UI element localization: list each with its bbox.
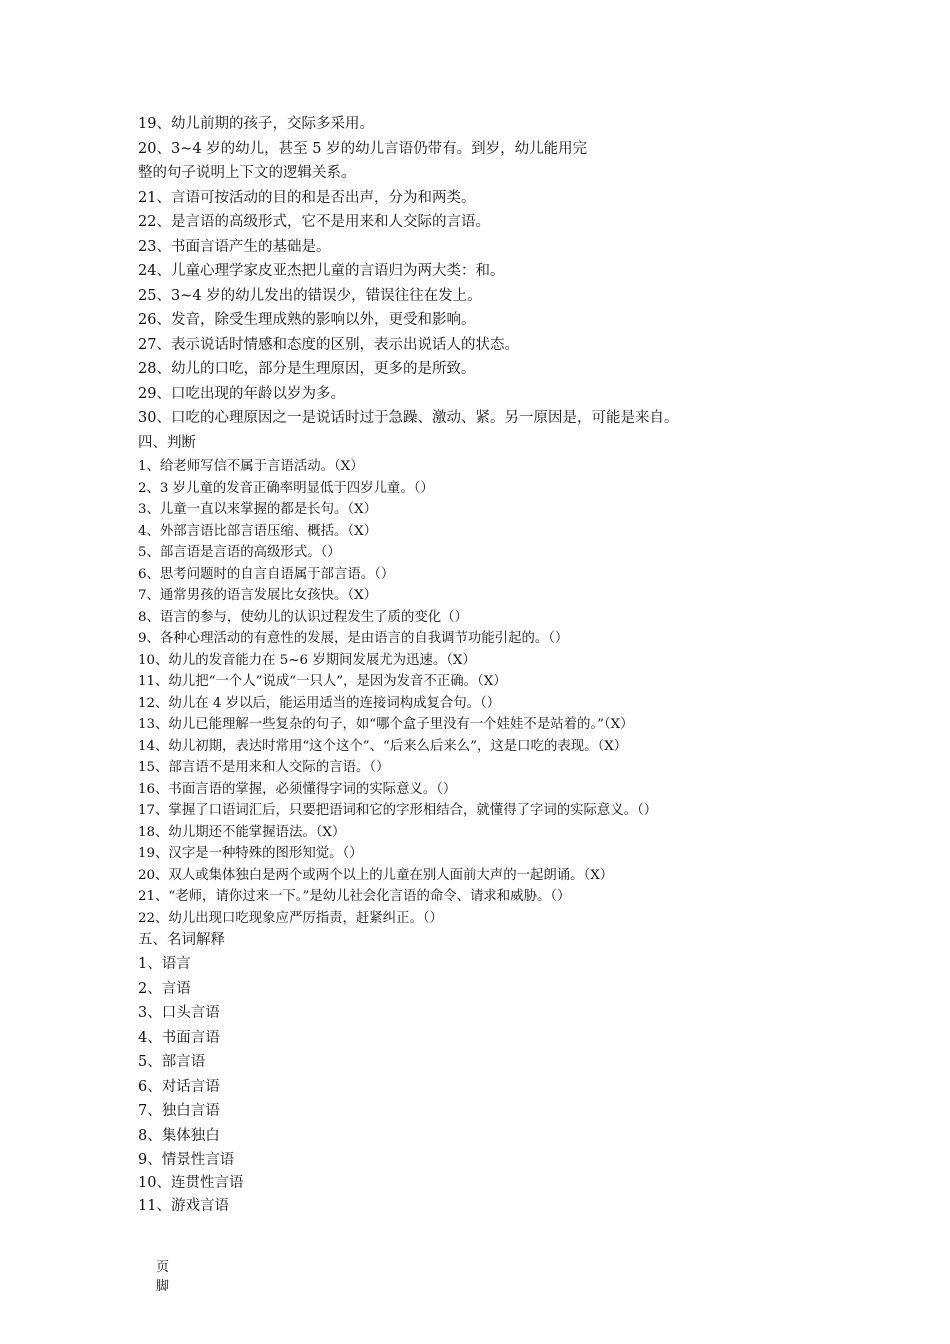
fill-in-item: 30、口吃的心理原因之一是说话时过于急躁、激动、紧。另一原因是，可能是来自。 (138, 410, 679, 426)
fill-in-item: 28、幼儿的口吃，部分是生理原因，更多的是所致。 (138, 361, 476, 377)
judgment-item: 20、双人或集体独白是两个或两个以上的儿童在别人面前大声的一起朗诵。（X） (138, 868, 614, 883)
page-footer (156, 1258, 172, 1296)
fill-in-item: 19、幼儿前期的孩子，交际多采用。 (138, 116, 374, 132)
judgment-item: 1、给老师写信不属于言语活动。（X） (138, 459, 364, 474)
judgment-item: 18、幼儿期还不能掌握语法。（X） (138, 825, 346, 840)
judgment-item: 8、语言的参与，使幼儿的认识过程发生了质的变化（） (138, 610, 468, 625)
term-item: 8、集体独白 (138, 1128, 220, 1144)
fill-in-item: 21、言语可按活动的目的和是否出声，分为和两类。 (138, 190, 476, 206)
judgment-item: 4、外部言语比部言语压缩、概括。（X） (138, 524, 377, 539)
fill-in-item: 25、3~4 岁的幼儿发出的错误少，错误往往在发上。 (138, 288, 482, 304)
judgment-item: 11、幼儿把“一个人”说成“一只人”，是因为发音不正确。（X） (138, 674, 507, 689)
section-heading-judgment: 四、判断 (138, 435, 196, 451)
term-item: 4、书面言语 (138, 1030, 220, 1046)
fill-in-item: 22、是言语的高级形式，它不是用来和人交际的言语。 (138, 214, 490, 230)
judgment-item: 2、3 岁儿童的发音正确率明显低于四岁儿童。（） (138, 481, 434, 496)
term-item: 5、部言语 (138, 1054, 206, 1070)
judgment-item: 16、书面言语的掌握，必须懂得字词的实际意义。（） (138, 782, 457, 797)
judgment-item: 13、幼儿已能理解一些复杂的句子，如“哪个盒子里没有一个娃娃不是站着的。”（X） (138, 717, 634, 732)
judgment-item: 21、“老师，请你过来一下。”是幼儿社会化言语的命令、请求和威胁。（） (138, 889, 571, 904)
fill-in-item: 26、发音，除受生理成熟的影响以外，更受和影响。 (138, 312, 476, 328)
term-item: 3、口头言语 (138, 1005, 220, 1021)
judgment-item: 3、儿童一直以来掌握的都是长句。（X） (138, 502, 377, 517)
fill-in-item: 20、3~4 岁的幼儿，甚至 5 岁的幼儿言语仍带有。到岁，幼儿能用完 (138, 141, 588, 157)
footer-char: 脚 (156, 1279, 170, 1294)
judgment-item: 7、通常男孩的语言发展比女孩快。（X） (138, 588, 377, 603)
term-item: 6、对话言语 (138, 1079, 220, 1095)
judgment-item: 6、思考问题时的自言自语属于部言语。（） (138, 567, 395, 582)
term-item: 1、语言 (138, 956, 191, 972)
fill-in-item: 29、口吃出现的年龄以岁为多。 (138, 386, 345, 402)
fill-in-item: 27、表示说话时情感和态度的区别，表示出说话人的状态。 (138, 337, 519, 353)
term-item: 10、连贯性言语 (138, 1175, 244, 1191)
term-item: 11、游戏言语 (138, 1198, 229, 1214)
judgment-item: 14、幼儿初期，表达时常用“这个这个”、“后来么后来么”，这是口吃的表现。（X） (138, 739, 628, 754)
judgment-item: 22、幼儿出现口吃现象应严厉指责，赶紧纠正。（） (138, 911, 443, 926)
judgment-item: 9、各种心理活动的有意性的发展，是由语言的自我调节功能引起的。（） (138, 631, 569, 646)
section-heading-terms: 五、名词解释 (138, 932, 225, 948)
fill-in-item-continuation: 整的句子说明上下文的逻辑关系。 (138, 165, 356, 181)
fill-in-item: 23、书面言语产生的基础是。 (138, 239, 331, 255)
term-item: 9、情景性言语 (138, 1152, 235, 1168)
judgment-item: 19、汉字是一种特殊的图形知觉。（） (138, 846, 363, 861)
footer-char: 页 (156, 1260, 170, 1275)
judgment-item: 17、掌握了口语词汇后，只要把语词和它的字形相结合，就懂得了字词的实际意义。（） (138, 803, 658, 818)
judgment-item: 5、部言语是言语的高级形式。（） (138, 545, 341, 560)
judgment-item: 12、幼儿在 4 岁以后，能运用适当的连接词构成复合句。（） (138, 696, 501, 711)
term-item: 7、独白言语 (138, 1103, 220, 1119)
judgment-item: 10、幼儿的发音能力在 5~6 岁期间发展尤为迅速。（X） (138, 653, 476, 668)
term-item: 2、言语 (138, 981, 191, 997)
fill-in-item: 24、儿童心理学家皮亚杰把儿童的言语归为两大类：和。 (138, 263, 505, 279)
judgment-item: 15、部言语不是用来和人交际的言语。（） (138, 760, 390, 775)
